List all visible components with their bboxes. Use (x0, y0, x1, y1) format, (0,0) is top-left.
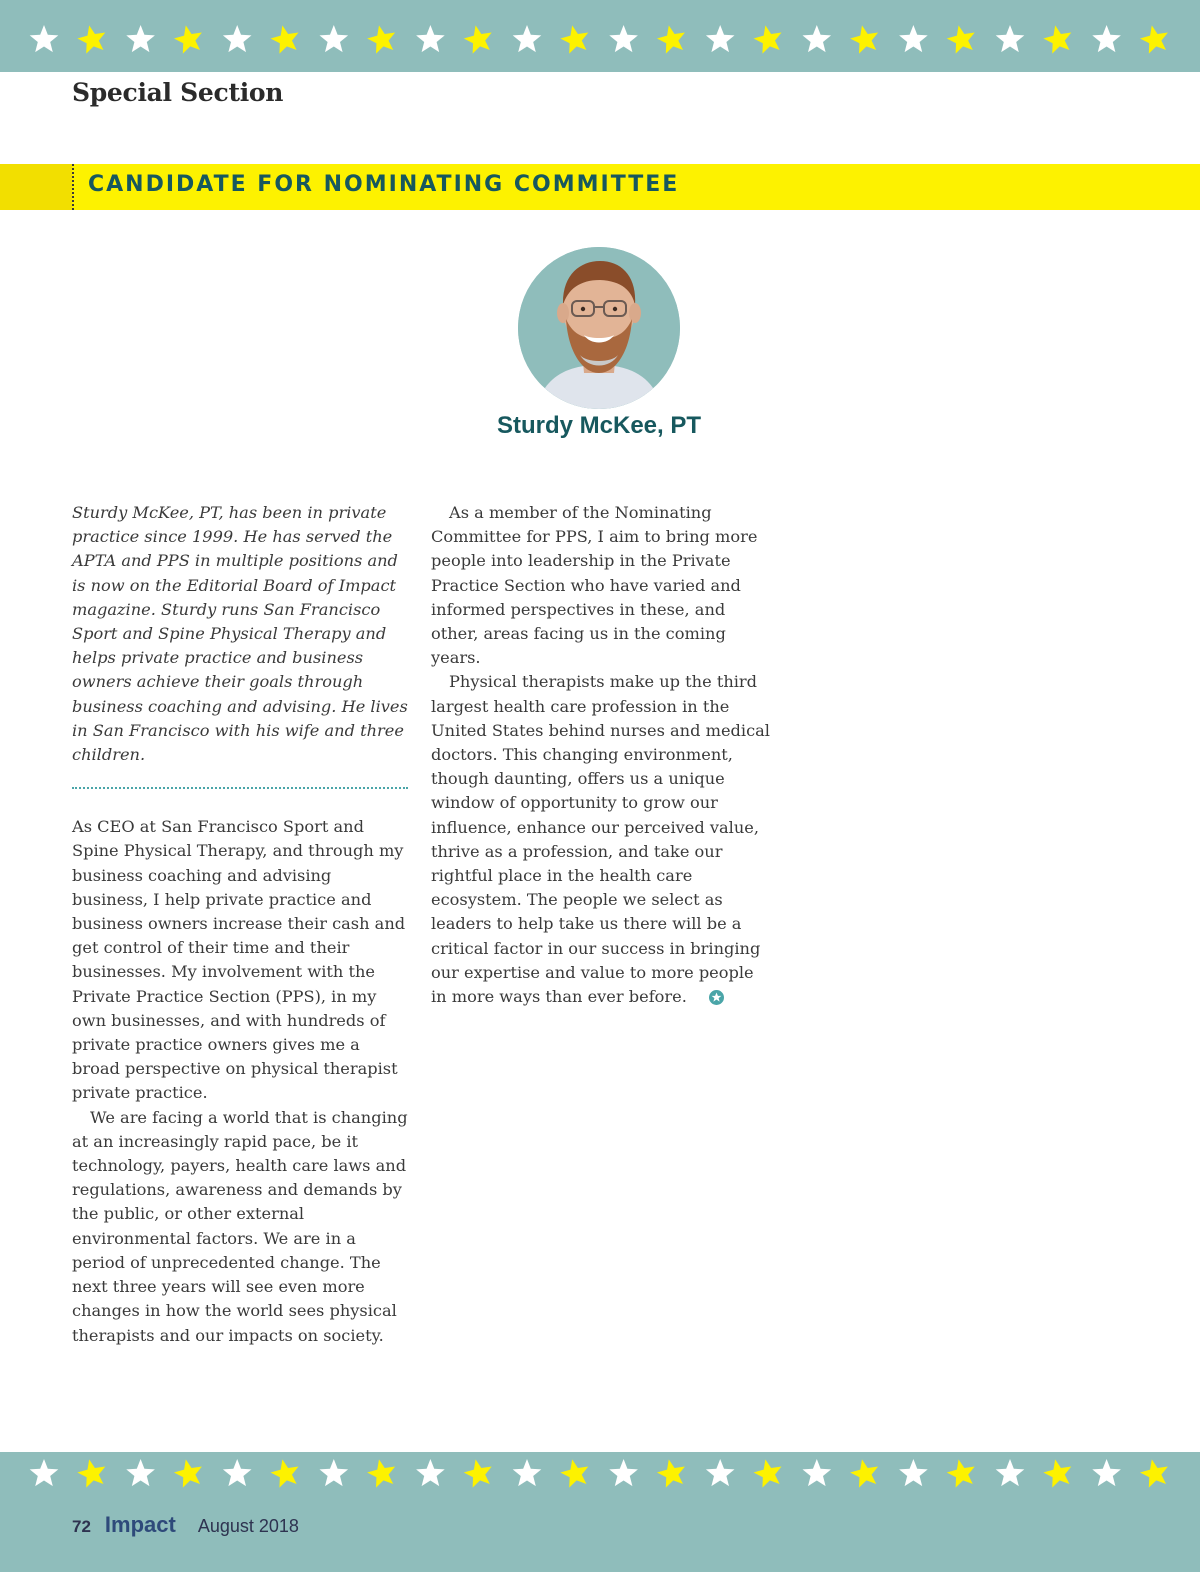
left-paragraph-1: As CEO at San Francisco Sport and Spine Physical Therapy, and through my business coaching and advising business, I help private practice and business owners increase their cash and get control of their time and their businesses. My involvement with the Private Practice Section (PPS), in my own businesses, and with hundreds of private practice owners gives me a broad perspective on physical therapist private practice. (72, 817, 406, 1103)
bottom-star-icon (268, 1456, 302, 1488)
bottom-star-icon (803, 1459, 832, 1486)
bottom-star-icon (996, 1459, 1025, 1486)
candidate-banner (0, 164, 1200, 210)
bottom-star-icon (558, 1456, 592, 1488)
top-star-icon (803, 25, 832, 52)
top-star-icon (268, 22, 302, 54)
top-star-icon (751, 22, 785, 54)
bottom-star-icon (609, 1459, 638, 1486)
bottom-star-icon (320, 1459, 349, 1486)
bottom-star-icon (365, 1456, 399, 1488)
top-star-icon (30, 25, 59, 52)
top-star-icon (558, 22, 592, 54)
bottom-star-icon (223, 1459, 252, 1486)
right-paragraph-2-wrap (431, 670, 771, 1012)
top-star-icon (1092, 25, 1121, 52)
bottom-star-icon (899, 1459, 928, 1486)
top-star-icon (365, 22, 399, 54)
portrait-illustration (518, 247, 680, 409)
bottom-star-icon (126, 1459, 155, 1486)
bottom-star-icon (30, 1459, 59, 1486)
top-star-icon (655, 22, 689, 54)
bottom-star-icon (1041, 1456, 1075, 1488)
top-star-icon (126, 25, 155, 52)
top-star-pattern (0, 0, 1200, 72)
bottom-star-icon (848, 1456, 882, 1488)
bottom-star-icon (945, 1456, 979, 1488)
bottom-star-icon (751, 1456, 785, 1488)
right-column (431, 501, 771, 1012)
bottom-star-icon (1092, 1459, 1121, 1486)
candidate-portrait (518, 247, 680, 409)
top-star-icon (320, 25, 349, 52)
bottom-star-icon (1138, 1456, 1172, 1488)
bottom-star-icon (706, 1459, 735, 1486)
banner-dotted-divider (72, 164, 74, 210)
bottom-star-pattern (0, 1452, 1200, 1500)
issue-date: August 2018 (197, 1516, 299, 1536)
bottom-star-icon (416, 1459, 445, 1486)
top-star-icon (172, 22, 206, 54)
top-star-icon (706, 25, 735, 52)
top-star-icon (416, 25, 445, 52)
bottom-star-icon (655, 1456, 689, 1488)
bottom-star-icon (513, 1459, 542, 1486)
bottom-star-icon (75, 1456, 109, 1488)
magazine-name: Impact (104, 1512, 176, 1537)
page-footer (72, 1512, 299, 1542)
top-star-icon (996, 25, 1025, 52)
bottom-star-icon (172, 1456, 206, 1488)
left-paragraph-2: We are facing a world that is changing at an increasingly rapid pace, be it technology, payers, health care laws and regulations, awareness and demands by the public, or other external environmental factors. We are in a period of unprecedented change. The next three years will see even more changes in how the world sees physical therapists and our impacts on society. (72, 1107, 408, 1345)
right-paragraph-2: Physical therapists make up the third largest health care profession in the United States behind nurses and medical doctors. This changing environment, though daunting, offers us a unique window of opportunity to grow our influence, enhance our perceived value, thrive as a profession, and take our rightful place in the health care ecosystem. The people we select as leaders to help take us there will be a critical factor in our success in bringing our expertise and value to more people in more ways than ever before. (431, 672, 770, 1007)
top-star-icon (513, 25, 542, 52)
bio-separator (72, 787, 408, 789)
top-star-icon (609, 25, 638, 52)
top-star-icon (945, 22, 979, 54)
page-number: 72 (72, 1517, 91, 1536)
banner-left-shade (0, 164, 72, 210)
top-star-icon (223, 25, 252, 52)
banner-title: CANDIDATE FOR NOMINATING COMMITTEE (88, 172, 680, 197)
top-star-icon (848, 22, 882, 54)
top-star-row (0, 0, 1200, 72)
section-label: Special Section (72, 78, 284, 107)
left-column (72, 501, 412, 1348)
top-star-icon (1138, 22, 1172, 54)
top-star-icon (1041, 22, 1075, 54)
right-paragraph-1: As a member of the Nominating Committee for PPS, I aim to bring more people into leadership in the Private Practice Section who have varied and informed perspectives in these, and other, areas facing us in the coming years. (431, 503, 758, 668)
top-star-icon (899, 25, 928, 52)
top-star-icon (75, 22, 109, 54)
candidate-name: Sturdy McKee, PT (496, 412, 702, 439)
top-star-band (0, 0, 1200, 72)
candidate-bio: Sturdy McKee, PT, has been in private practice since 1999. He has served the APTA and PPS in multiple positions and is now on the Editorial Board of Impact magazine. Sturdy runs San Francisco Sport and Spine Physical Therapy and helps private practice and business owners achieve their goals through business coaching and advising. He lives in San Francisco with his wife and three children. (72, 503, 408, 765)
bottom-star-icon (462, 1456, 496, 1488)
end-star-icon (691, 988, 724, 1012)
top-star-icon (462, 22, 496, 54)
